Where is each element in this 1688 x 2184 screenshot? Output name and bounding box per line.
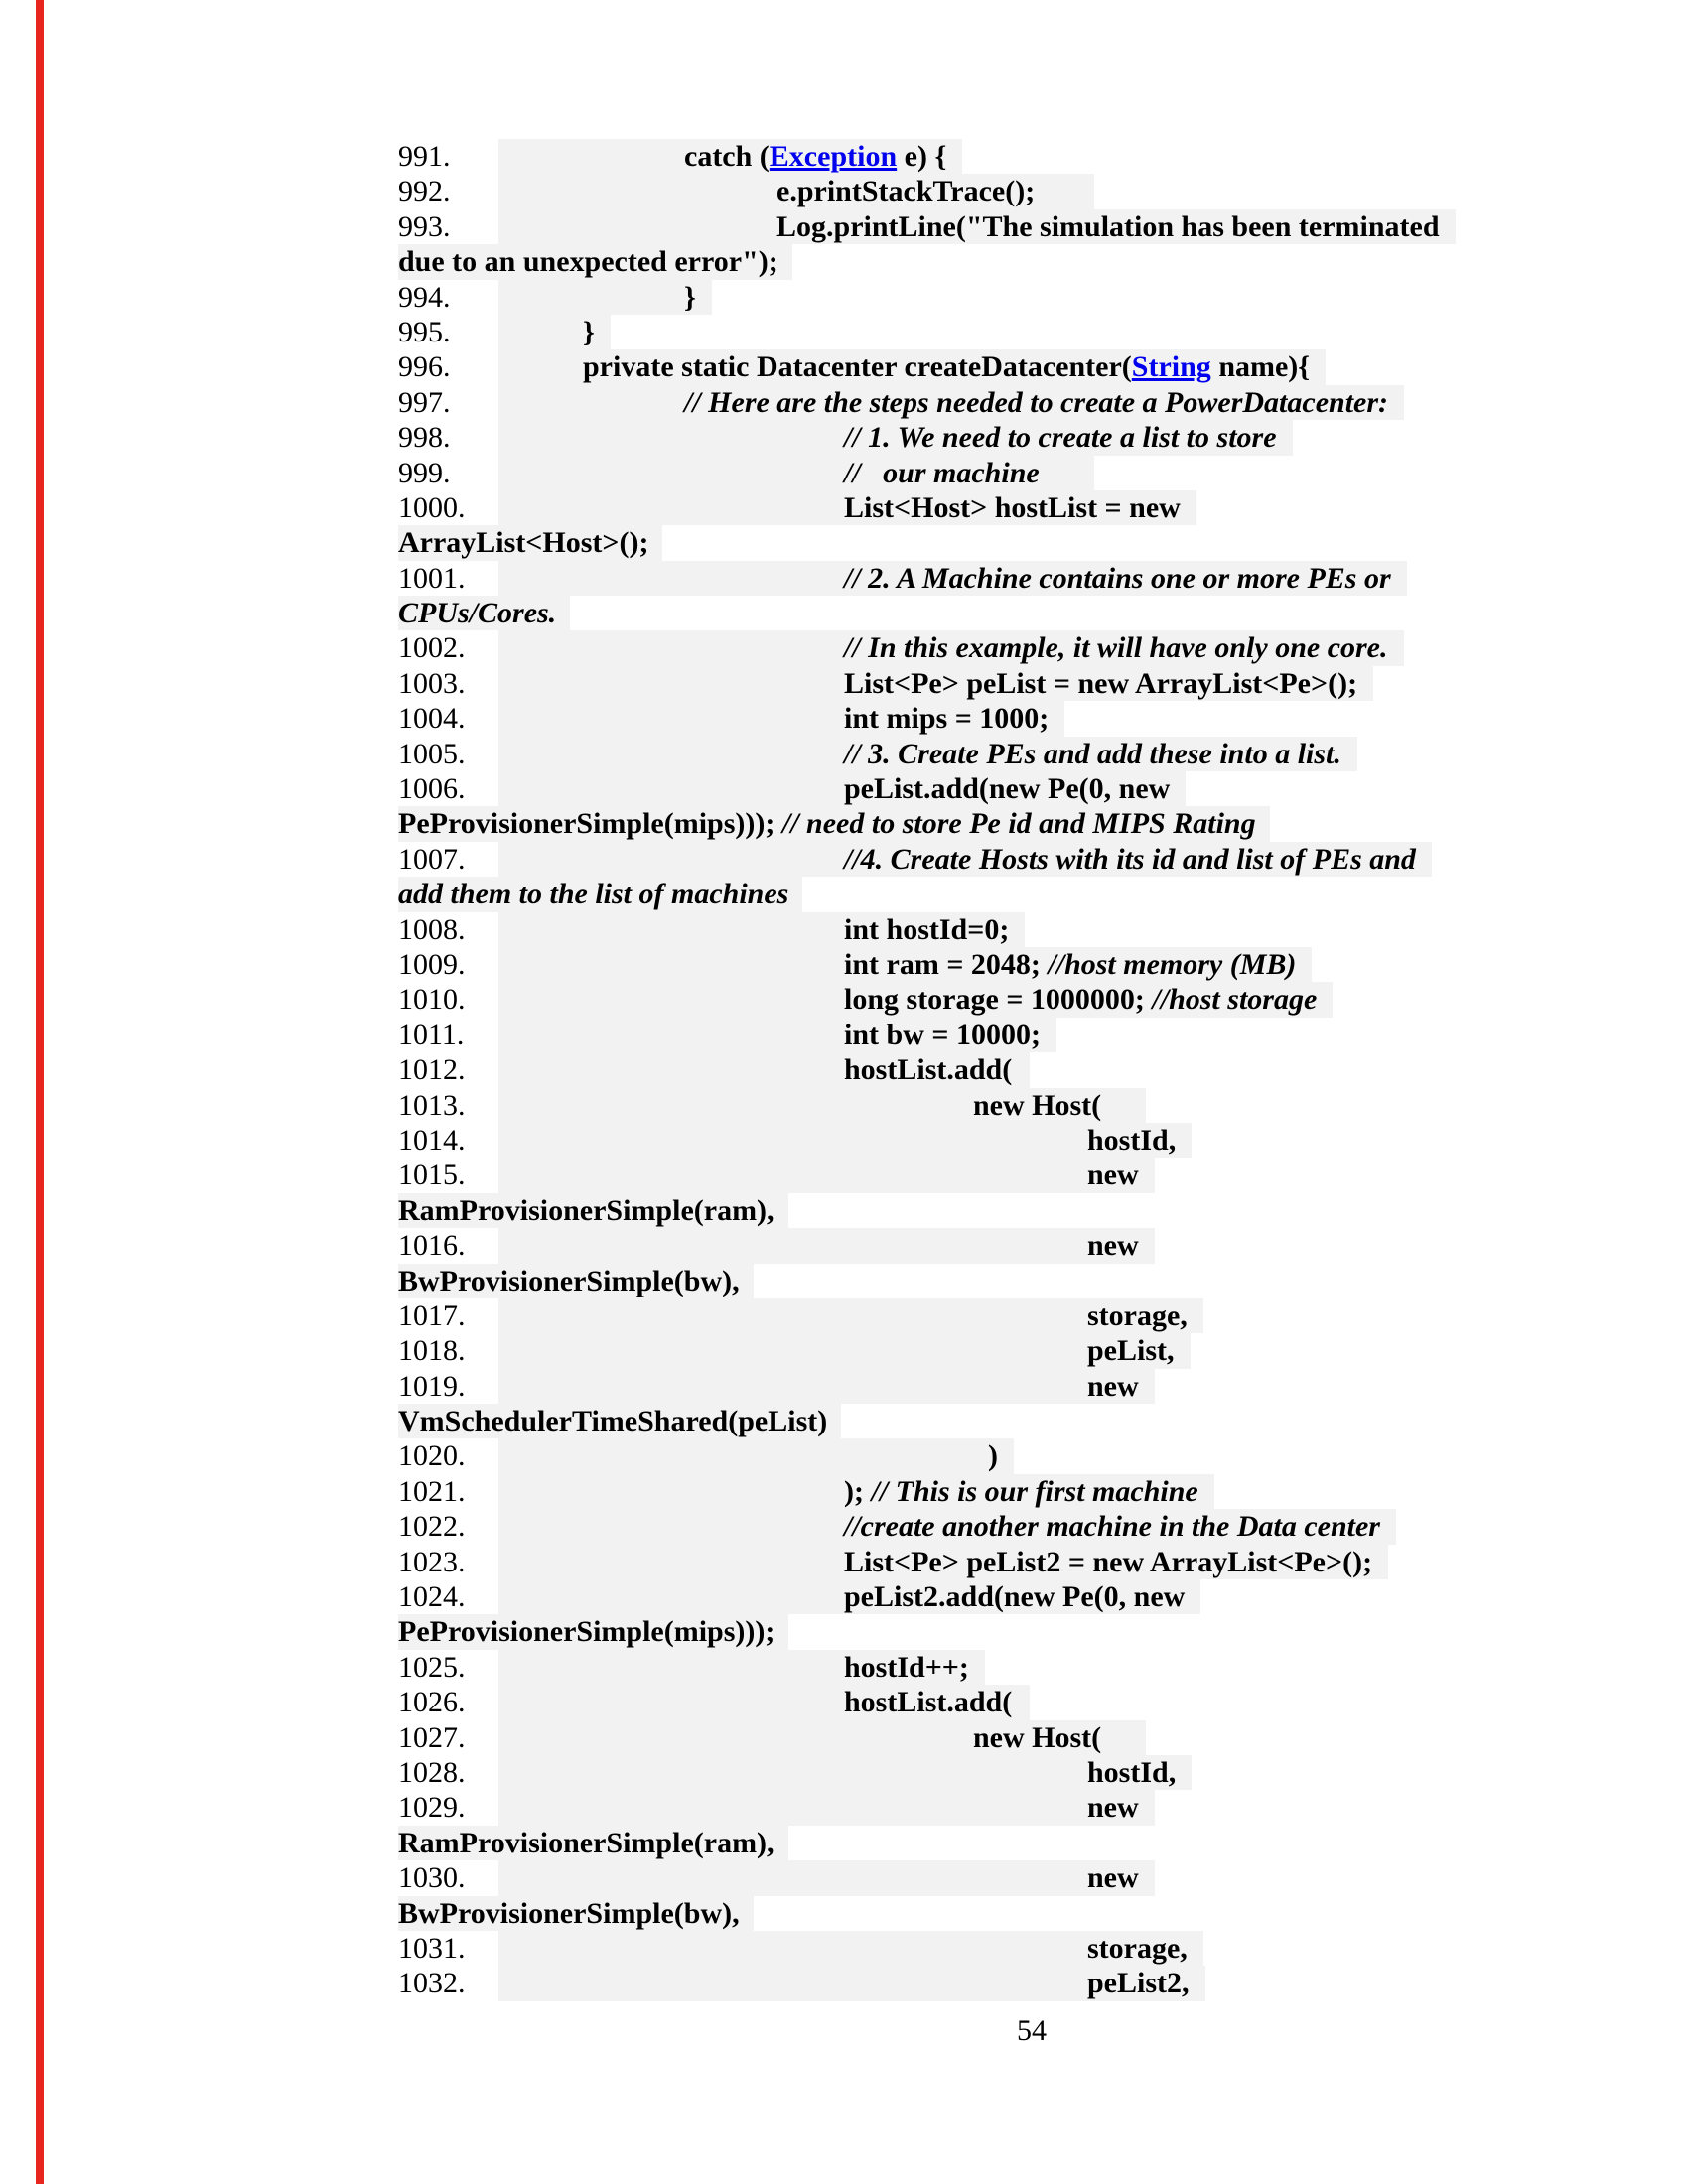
line-number: 1009. bbox=[398, 947, 466, 981]
highlighted-code bbox=[398, 877, 802, 911]
highlighted-code bbox=[498, 666, 1373, 701]
highlighted-code bbox=[498, 1123, 1192, 1158]
code-text: long storage = 1000000; bbox=[844, 983, 1153, 1017]
code-text: RamProvisionerSimple(ram), bbox=[398, 1193, 774, 1227]
code-comment: // our machine bbox=[844, 456, 1040, 489]
highlighted-code bbox=[498, 315, 611, 349]
code-line bbox=[398, 842, 1456, 877]
line-number: 1020. bbox=[398, 1439, 466, 1473]
code-text: name){ bbox=[1210, 350, 1311, 384]
line-number: 1024. bbox=[398, 1580, 466, 1614]
code-line bbox=[398, 1509, 1456, 1544]
code-text: peList2, bbox=[1087, 1967, 1190, 2000]
code-comment: // need to store Pe id and MIPS Rating bbox=[781, 807, 1256, 841]
line-number: 998. bbox=[398, 421, 451, 455]
code-text: e.printStackTrace(); bbox=[776, 175, 1036, 208]
code-text: hostId, bbox=[1087, 1755, 1177, 1789]
code-line-continuation bbox=[398, 877, 1456, 911]
highlighted-code bbox=[498, 1545, 1388, 1579]
line-number: 992. bbox=[398, 175, 451, 208]
line-number: 1007. bbox=[398, 842, 466, 876]
line-number: 1021. bbox=[398, 1474, 466, 1508]
highlighted-code bbox=[498, 1685, 1030, 1719]
line-number: 995. bbox=[398, 315, 451, 348]
code-text: catch ( bbox=[684, 140, 770, 173]
code-line bbox=[398, 771, 1456, 806]
line-number: 1015. bbox=[398, 1159, 466, 1192]
highlighted-code bbox=[498, 1052, 1030, 1087]
code-line-continuation bbox=[398, 244, 1456, 279]
highlighted-code bbox=[398, 806, 1270, 841]
line-number: 1019. bbox=[398, 1369, 466, 1403]
line-number: 999. bbox=[398, 456, 451, 489]
code-text: new bbox=[1087, 1861, 1139, 1895]
code-text: PeProvisionerSimple(mips))); bbox=[398, 1615, 775, 1649]
line-number: 1016. bbox=[398, 1229, 466, 1263]
code-line bbox=[398, 456, 1456, 490]
code-line bbox=[398, 1228, 1456, 1263]
code-line-continuation bbox=[398, 596, 1456, 630]
code-line-continuation bbox=[398, 1896, 1456, 1931]
highlighted-code bbox=[498, 1790, 1155, 1825]
highlighted-code bbox=[498, 737, 1357, 771]
code-line-continuation bbox=[398, 1193, 1456, 1228]
code-text: peList.add(new Pe(0, new bbox=[844, 772, 1171, 806]
line-number: 1025. bbox=[398, 1650, 466, 1684]
highlighted-code bbox=[498, 630, 1404, 665]
code-line bbox=[398, 174, 1456, 208]
code-listing bbox=[398, 139, 1456, 2001]
highlighted-code bbox=[498, 1579, 1200, 1614]
code-text: VmSchedulerTimeShared(peList) bbox=[398, 1405, 828, 1438]
highlighted-code bbox=[398, 1264, 754, 1298]
code-text: BwProvisionerSimple(bw), bbox=[398, 1896, 740, 1930]
code-text: BwProvisionerSimple(bw), bbox=[398, 1264, 740, 1297]
code-comment: //create another machine in the Data center bbox=[844, 1510, 1380, 1544]
track-changes-bar bbox=[36, 0, 44, 2184]
code-line bbox=[398, 1685, 1456, 1719]
code-line bbox=[398, 1438, 1456, 1473]
highlighted-code bbox=[498, 1088, 1146, 1123]
highlighted-code bbox=[498, 1018, 1056, 1052]
code-line bbox=[398, 1579, 1456, 1614]
highlighted-code bbox=[498, 1860, 1155, 1895]
line-number: 1032. bbox=[398, 1967, 466, 2000]
code-line bbox=[398, 630, 1456, 665]
line-number: 1001. bbox=[398, 561, 466, 595]
code-line bbox=[398, 1966, 1456, 2000]
line-number: 1012. bbox=[398, 1053, 466, 1087]
code-line bbox=[398, 1298, 1456, 1333]
line-number: 1023. bbox=[398, 1545, 466, 1578]
code-comment: // In this example, it will have only one core. bbox=[844, 631, 1388, 665]
highlighted-code bbox=[398, 525, 662, 560]
code-line bbox=[398, 1650, 1456, 1685]
code-text: int ram = 2048; bbox=[844, 947, 1049, 981]
code-text: new bbox=[1087, 1159, 1139, 1192]
line-number: 1028. bbox=[398, 1755, 466, 1789]
code-line bbox=[398, 1545, 1456, 1579]
line-number: 1004. bbox=[398, 702, 466, 736]
code-line-continuation bbox=[398, 1826, 1456, 1860]
code-line-continuation bbox=[398, 525, 1456, 560]
line-number: 993. bbox=[398, 209, 451, 243]
code-line bbox=[398, 1018, 1456, 1052]
line-number: 997. bbox=[398, 385, 451, 419]
line-number: 1000. bbox=[398, 490, 466, 524]
code-line bbox=[398, 420, 1456, 455]
code-text: storage, bbox=[1087, 1931, 1188, 1965]
code-line bbox=[398, 1720, 1456, 1755]
code-comment: // 2. A Machine contains one or more PEs or bbox=[844, 561, 1391, 595]
highlighted-code bbox=[498, 842, 1432, 877]
code-comment: // 1. We need to create a list to store bbox=[844, 421, 1277, 455]
page-number: 54 bbox=[1017, 2014, 1047, 2047]
line-number: 1029. bbox=[398, 1791, 466, 1825]
code-line bbox=[398, 209, 1456, 244]
line-number: 1002. bbox=[398, 631, 466, 665]
code-text: RamProvisionerSimple(ram), bbox=[398, 1826, 774, 1859]
hyperlink-string[interactable]: String bbox=[1131, 350, 1211, 384]
code-text: int hostId=0; bbox=[844, 912, 1010, 946]
line-number: 1017. bbox=[398, 1298, 466, 1332]
code-text: hostId, bbox=[1087, 1123, 1177, 1157]
highlighted-code bbox=[498, 420, 1293, 455]
line-number: 1006. bbox=[398, 772, 466, 806]
code-text: e) { bbox=[897, 140, 947, 173]
code-comment: // 3. Create PEs and add these into a list. bbox=[844, 737, 1341, 770]
highlighted-code bbox=[498, 912, 1025, 947]
code-line bbox=[398, 701, 1456, 736]
code-line bbox=[398, 1088, 1456, 1123]
code-line-continuation bbox=[398, 1404, 1456, 1438]
code-text: new bbox=[1087, 1369, 1139, 1403]
highlighted-code bbox=[398, 1826, 788, 1860]
code-text: hostList.add( bbox=[844, 1686, 1013, 1719]
line-number: 996. bbox=[398, 350, 451, 384]
code-text: ); bbox=[844, 1474, 872, 1508]
line-number: 994. bbox=[398, 280, 451, 314]
code-line-continuation bbox=[398, 1614, 1456, 1649]
line-number: 1031. bbox=[398, 1931, 466, 1965]
code-text: storage, bbox=[1087, 1298, 1188, 1332]
highlighted-code bbox=[498, 139, 962, 174]
highlighted-code bbox=[498, 771, 1186, 806]
code-text: new Host( bbox=[973, 1720, 1102, 1754]
code-text: List<Pe> peList2 = new ArrayList<Pe>(); bbox=[844, 1545, 1373, 1578]
highlighted-code bbox=[498, 174, 1094, 208]
line-number: 1027. bbox=[398, 1720, 466, 1754]
code-comment: //host memory (MB) bbox=[1048, 947, 1297, 981]
line-number: 1003. bbox=[398, 666, 466, 700]
highlighted-code bbox=[498, 1931, 1203, 1966]
highlighted-code bbox=[398, 596, 570, 630]
code-text: ) bbox=[988, 1439, 998, 1473]
code-line bbox=[398, 561, 1456, 596]
code-text: new bbox=[1087, 1229, 1139, 1263]
line-number: 1013. bbox=[398, 1088, 466, 1122]
code-line bbox=[398, 1755, 1456, 1790]
code-comment: add them to the list of machines bbox=[398, 878, 789, 911]
code-text: ArrayList<Host>(); bbox=[398, 526, 649, 560]
code-line bbox=[398, 490, 1456, 525]
code-line bbox=[398, 1369, 1456, 1404]
code-text: PeProvisionerSimple(mips))); bbox=[398, 807, 782, 841]
highlighted-code bbox=[398, 244, 792, 279]
code-line bbox=[398, 280, 1456, 315]
highlighted-code bbox=[498, 1158, 1155, 1192]
code-line bbox=[398, 666, 1456, 701]
highlighted-code bbox=[498, 982, 1333, 1017]
highlighted-code bbox=[498, 490, 1196, 525]
code-line bbox=[398, 1158, 1456, 1192]
code-comment: // This is our first machine bbox=[871, 1474, 1198, 1508]
code-line bbox=[398, 982, 1456, 1017]
code-comment: CPUs/Cores. bbox=[398, 597, 557, 630]
code-line bbox=[398, 1790, 1456, 1825]
highlighted-code bbox=[498, 385, 1404, 420]
code-text: new Host( bbox=[973, 1088, 1102, 1122]
line-number: 1022. bbox=[398, 1510, 466, 1544]
highlighted-code bbox=[498, 947, 1312, 982]
highlighted-code bbox=[398, 1896, 754, 1931]
highlighted-code bbox=[498, 456, 1094, 490]
code-line bbox=[398, 912, 1456, 947]
code-line bbox=[398, 1333, 1456, 1368]
code-text: List<Pe> peList = new ArrayList<Pe>(); bbox=[844, 666, 1358, 700]
code-text: hostList.add( bbox=[844, 1053, 1013, 1087]
code-text: new bbox=[1087, 1791, 1139, 1825]
code-line bbox=[398, 139, 1456, 174]
hyperlink-exception[interactable]: Exception bbox=[769, 140, 898, 173]
highlighted-code bbox=[498, 349, 1326, 384]
line-number: 1018. bbox=[398, 1334, 466, 1368]
highlighted-code bbox=[498, 280, 712, 315]
highlighted-code bbox=[498, 1720, 1146, 1755]
highlighted-code bbox=[498, 1228, 1155, 1263]
line-number: 991. bbox=[398, 140, 451, 173]
code-text: private static Datacenter createDatacenter( bbox=[583, 350, 1132, 384]
highlighted-code bbox=[398, 1404, 841, 1438]
code-text: int mips = 1000; bbox=[844, 702, 1050, 736]
line-number: 1005. bbox=[398, 737, 466, 770]
highlighted-code bbox=[498, 1369, 1155, 1404]
code-line-continuation bbox=[398, 806, 1456, 841]
highlighted-code bbox=[498, 1509, 1396, 1544]
code-text: peList2.add(new Pe(0, new bbox=[844, 1580, 1186, 1614]
code-line bbox=[398, 1123, 1456, 1158]
code-text: peList, bbox=[1087, 1334, 1175, 1368]
code-text: List<Host> hostList = new bbox=[844, 490, 1181, 524]
highlighted-code bbox=[498, 701, 1064, 736]
highlighted-code bbox=[498, 1438, 1014, 1473]
highlighted-code bbox=[498, 1474, 1214, 1509]
code-text: } bbox=[684, 280, 696, 314]
code-line bbox=[398, 315, 1456, 349]
code-comment: // Here are the steps needed to create a PowerDatacenter: bbox=[684, 385, 1389, 419]
line-number: 1010. bbox=[398, 983, 466, 1017]
code-text: hostId++; bbox=[844, 1650, 969, 1684]
line-number: 1008. bbox=[398, 912, 466, 946]
code-line-continuation bbox=[398, 1264, 1456, 1298]
line-number: 1030. bbox=[398, 1861, 466, 1895]
code-line bbox=[398, 947, 1456, 982]
highlighted-code bbox=[498, 1298, 1203, 1333]
code-text: int bw = 10000; bbox=[844, 1018, 1041, 1051]
highlighted-code bbox=[398, 1193, 788, 1228]
code-line bbox=[398, 1052, 1456, 1087]
highlighted-code bbox=[498, 561, 1407, 596]
line-number: 1011. bbox=[398, 1018, 465, 1051]
line-number: 1026. bbox=[398, 1686, 466, 1719]
code-line bbox=[398, 385, 1456, 420]
code-text: } bbox=[583, 315, 595, 348]
line-number: 1014. bbox=[398, 1123, 466, 1157]
code-comment: //host storage bbox=[1152, 983, 1318, 1017]
code-comment: //4. Create Hosts with its id and list of PEs and bbox=[844, 842, 1416, 876]
highlighted-code bbox=[398, 1614, 788, 1649]
code-line bbox=[398, 1860, 1456, 1895]
highlighted-code bbox=[498, 1650, 985, 1685]
code-line bbox=[398, 1474, 1456, 1509]
code-text: Log.printLine("The simulation has been terminated bbox=[776, 209, 1440, 243]
code-line bbox=[398, 349, 1456, 384]
highlighted-code bbox=[498, 209, 1456, 244]
code-line bbox=[398, 1931, 1456, 1966]
highlighted-code bbox=[498, 1333, 1191, 1368]
highlighted-code bbox=[498, 1966, 1205, 2000]
code-text: due to an unexpected error"); bbox=[398, 245, 778, 279]
code-line bbox=[398, 737, 1456, 771]
highlighted-code bbox=[498, 1755, 1192, 1790]
